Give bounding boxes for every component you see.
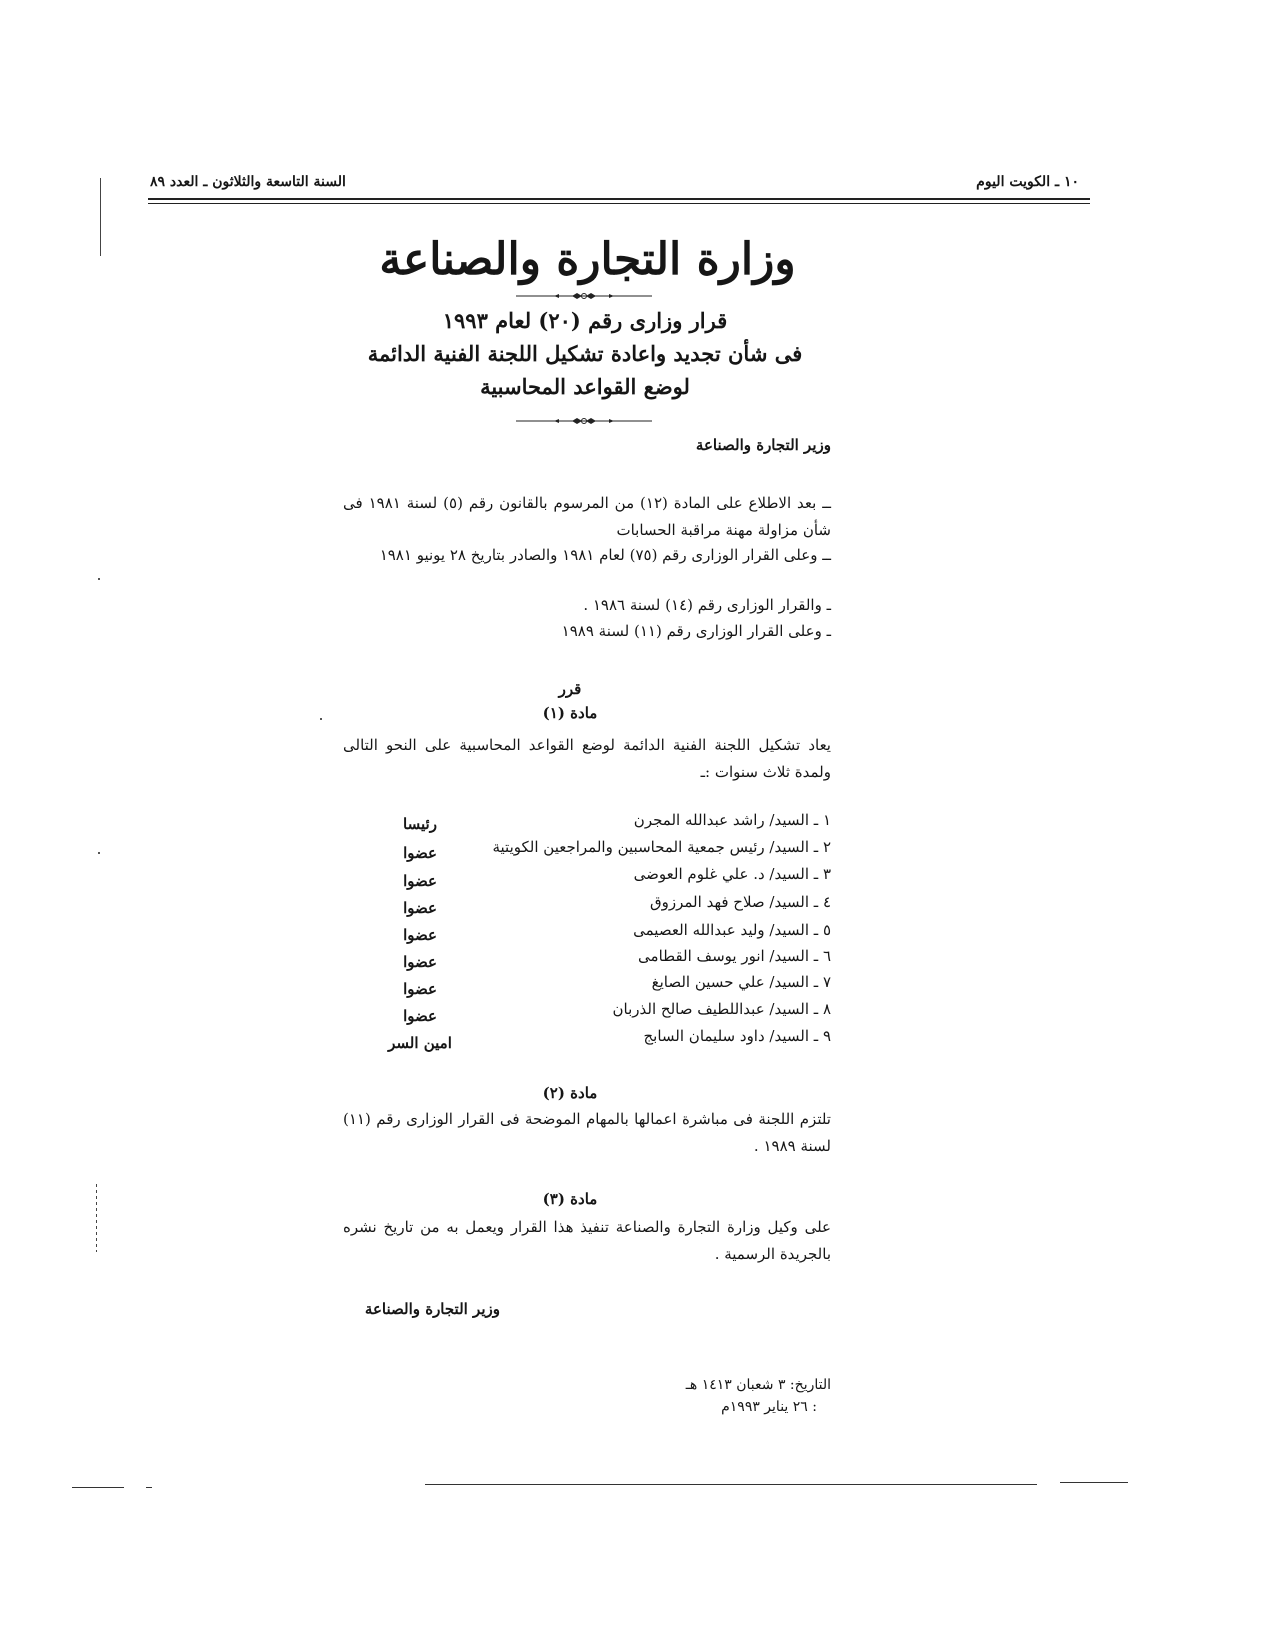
decision-title-line1: قرار وزارى رقم (٢٠) لعام ١٩٩٣ (442, 308, 728, 333)
scan-dot (98, 578, 100, 580)
preamble-item-3: ـ والقرار الوزارى رقم (١٤) لسنة ١٩٨٦ . (583, 596, 831, 614)
member-4-role: عضوا (403, 899, 437, 917)
scan-mark-left-bottom (96, 1184, 97, 1252)
decision-title-line3: لوضع القواعد المحاسبية (480, 374, 690, 399)
header-rule-thin (148, 203, 1090, 204)
member-7-name: ٧ ـ السيد/ علي حسين الصايغ (651, 973, 831, 991)
article2-text: تلتزم اللجنة فى مباشرة اعمالها بالمهام الموضحة فى القرار الوزارى رقم (١١) لسنة ١٩٨٩ . (343, 1110, 831, 1155)
member-5-role: عضوا (403, 926, 437, 944)
page-header-page-info: ١٠ ـ الكويت اليوم (976, 174, 1079, 190)
decision-title-line2: فى شأن تجديد واعادة تشكيل اللجنة الفنية الدائمة (367, 341, 803, 366)
article3-text: على وكيل وزارة التجارة والصناعة تنفيذ هذا القرار ويعمل به من تاريخ نشره بالجريدة الرسمية . (343, 1218, 831, 1263)
decided-heading: قرر (558, 680, 582, 698)
preamble-item-2: ــ وعلى القرار الوزارى رقم (٧٥) لعام ١٩٨١ والصادر بتاريخ ٢٨ يونيو ١٩٨١ (379, 546, 831, 564)
signature: وزير التجارة والصناعة (364, 1300, 500, 1318)
member-9-name: ٩ ـ السيد/ داود سليمان السابج (643, 1027, 831, 1045)
article2-heading: مادة (٢) (542, 1084, 598, 1102)
ornament-divider-bottom (514, 416, 654, 426)
article1-heading: مادة (١) (542, 704, 598, 722)
ministry-title: وزارة التجارة والصناعة (379, 234, 796, 285)
member-3-name: ٣ ـ السيد/ د. علي غلوم العوضى (633, 865, 831, 883)
member-7-role: عضوا (403, 980, 437, 998)
member-6-name: ٦ ـ السيد/ انور يوسف القطامى (638, 947, 831, 965)
member-2-name: ٢ ـ السيد/ رئيس جمعية المحاسبين والمراجعين الكويتية (492, 838, 831, 856)
member-3-role: عضوا (403, 872, 437, 890)
preamble-item-1: ــ بعد الاطلاع على المادة (١٢) من المرسوم بالقانون رقم (٥) لسنة ١٩٨١ فى شأن مزاولة مهنة مراقبة الحسابات (343, 494, 831, 539)
scan-dot (320, 718, 322, 720)
page-header-issue-info: السنة التاسعة والثلاثون ـ العدد ٨٩ (150, 174, 346, 190)
scan-mark-left-top (100, 178, 101, 256)
date-hijri: التاريخ: ٣ شعبان ١٤١٣ هـ (685, 1377, 831, 1393)
scan-rule-bottom-left-dash (146, 1487, 152, 1488)
member-8-name: ٨ ـ السيد/ عبداللطيف صالح الذربان (612, 1000, 831, 1018)
scan-rule-bottom-middle (425, 1484, 1037, 1485)
article3-heading: مادة (٣) (542, 1190, 598, 1208)
preamble-item-4: ـ وعلى القرار الوزارى رقم (١١) لسنة ١٩٨٩ (561, 622, 831, 640)
member-6-role: عضوا (403, 953, 437, 971)
date-gregorian: : ٢٦ يناير ١٩٩٣م (721, 1399, 817, 1415)
member-1-name: ١ ـ السيد/ راشد عبدالله المجرن (633, 811, 831, 829)
member-9-role: امين السر (388, 1034, 452, 1052)
member-5-name: ٥ ـ السيد/ وليد عبدالله العصيمى (633, 921, 831, 939)
article1-text: يعاد تشكيل اللجنة الفنية الدائمة لوضع القواعد المحاسبية على النحو التالى ولمدة ثلاث سنوات :ـ (343, 736, 831, 781)
member-4-name: ٤ ـ السيد/ صلاح فهد المرزوق (649, 893, 831, 911)
header-rule-thick (148, 198, 1090, 200)
issuer: وزير التجارة والصناعة (695, 436, 831, 454)
scan-rule-bottom-left (72, 1487, 124, 1488)
scan-rule-bottom-right (1060, 1482, 1128, 1483)
scan-dot (98, 852, 100, 854)
ornament-divider-top (514, 291, 654, 301)
member-1-role: رئيسا (403, 815, 437, 833)
member-2-role: عضوا (403, 844, 437, 862)
member-8-role: عضوا (403, 1007, 437, 1025)
